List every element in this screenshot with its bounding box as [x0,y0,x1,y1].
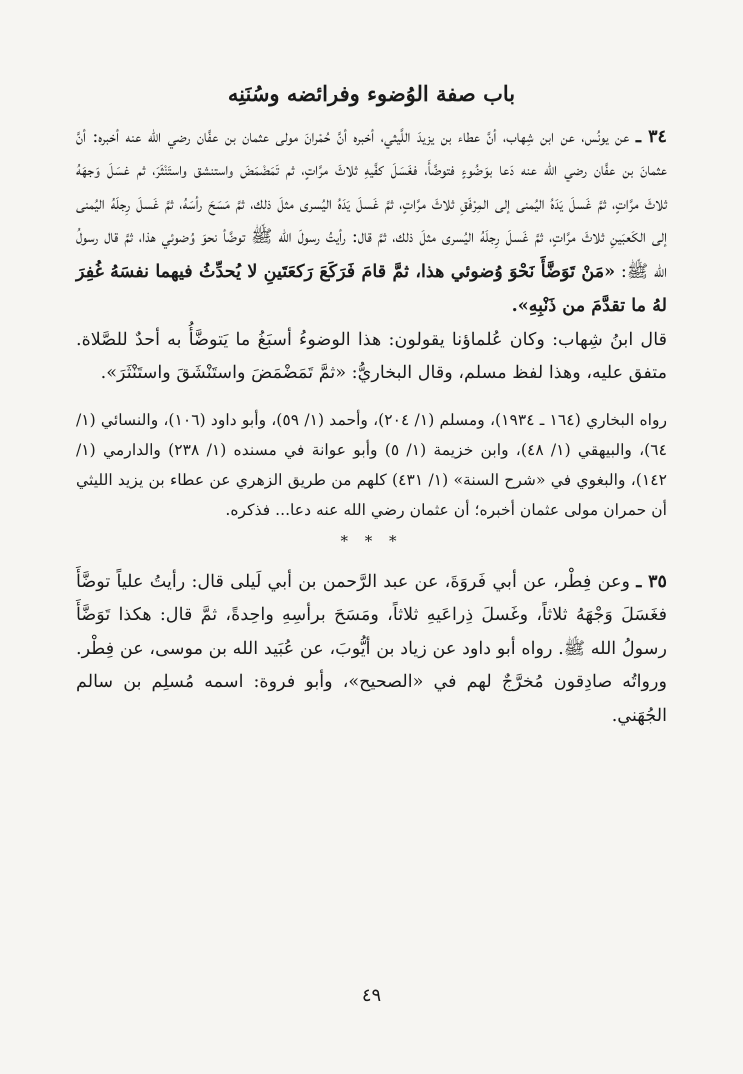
hadith-number: ٣٤ ـ [635,125,667,147]
hadith-35-text [76,565,667,734]
hadith-34-takhrij: رواه البخاري (١٦٤ ـ ١٩٣٤)، ومسلم (١/ ٢٠٤)، وأحمد (١/ ٥٩)، وأبو داود (١٠٦)، والنسائي (١/ ٦٤)، والبيهقي (١/ ٤٨)، وابن خزيمة (١/ ٥) وأبو عوانة في مسنده (١/ ٢٣٨) والدارمي (١/ ١٤٢)، والبغوي في «شرح السنة» (١/ ٤٣١) كلهم من طريق الزهري عن عطاء بن يزيد الليثي أن حمران مولى عثمان أخبره؛ أن عثمان رضي الله عنه دعا... فذكره. [76,410,668,519]
chapter-title: باب صفة الوُضوء وفرائضه وسُنَنِه [227,81,516,106]
hadith-34-body: عن يونُس، عن ابن شِهاب، أنَّ عطاء بن يزيدَ اللَّيثي، أخبره أنَّ حُمْرانَ مولى عثمان بن عفَّان رضي الله عنه أخبره: أنَّ عثمانَ بن عفَّان رضي الله عنه دَعا بوَضُوءٍ فتوضَّأَ، فغَسَلَ كفَّيهِ ثلاثَ مرَّاتٍ، ثم تَمَضْمَضَ واستنشق واستَنْثَرَ، ثم غسَلَ وَجهَهُ ثلاثَ مرَّاتٍ، ثمَّ غَسلَ يَدَهُ اليُمنى إلى المِرْفَقِ ثلاثَ مرَّاتٍ، ثمَّ غَسلَ يَدَهُ اليُسرى مثلَ ذلك، ثمَّ مَسَحَ رأسَهُ، ثمَّ غَسلَ رِجلَهُ اليُمنى إلى الكَعبَينِ ثلاثَ مرَّاتٍ، ثمَّ غَسلَ رِجلَهُ اليُسرى مثلَ ذلك، ثمَّ قال: رأيتُ رسولَ الله ﷺ توضَّأ نحوَ وُضوئي هذا، ثمَّ قال رسولُ الله ﷺ: [76,126,667,282]
hadith-34-prophetic-saying: «مَنْ تَوَضَّأَ نَحْوَ وُضوئي هذا، ثمَّ قامَ فَرَكَعَ رَكعَتَينِ لا يُحدِّثُ فيهما نفسَهُ غُفِرَ لهُ ما تقدَّمَ من ذَنْبِهِ». [76,260,667,316]
hadith-34-commentary: قال ابنُ شِهاب: وكان عُلماؤنا يقولون: هذا الوضوءُ أسبَغُ ما يَتوضَّأُ به أحدٌ للصَّلاة. متفق عليه، وهذا لفظ مسلم، وقال البخاريُّ: «ثمَّ تَمَضْمَضَ واستَنْشَقَ واستَنْثَرَ». [76,329,667,383]
hadith-number: ٣٥ ـ [636,570,668,592]
hadith-35-body: وعن فِطْر، عن أبي فَروَةَ، عن عبد الرَّحمن بن أبي لَيلى قال: رأيتُ علياً توضَّأَ فغَسَلَ وَجْهَهُ ثلاثاً، وغَسلَ ذِراعَيهِ ثلاثاً، ومَسَحَ برأسِهِ واحِدةً، ثمَّ قال: هكذا تَوَضَّأَ رسولُ الله ﷺ. رواه أبو داود عن زياد بن أيُّوبَ، عن عُبَيد الله بن موسى، عن فِطْر. ورواتُه صادِقون مُخرَّجٌ لهم في «الصحيح»، وأبو فروة: اسمه مُسلِم بن سالم الجُهَني. [76,571,667,726]
hadith-34-text [76,120,667,324]
hadith-35 [76,565,667,734]
page-number: ٤٩ [361,985,382,1006]
hadith-34 [76,120,667,525]
section-separator: * * * [340,531,403,550]
